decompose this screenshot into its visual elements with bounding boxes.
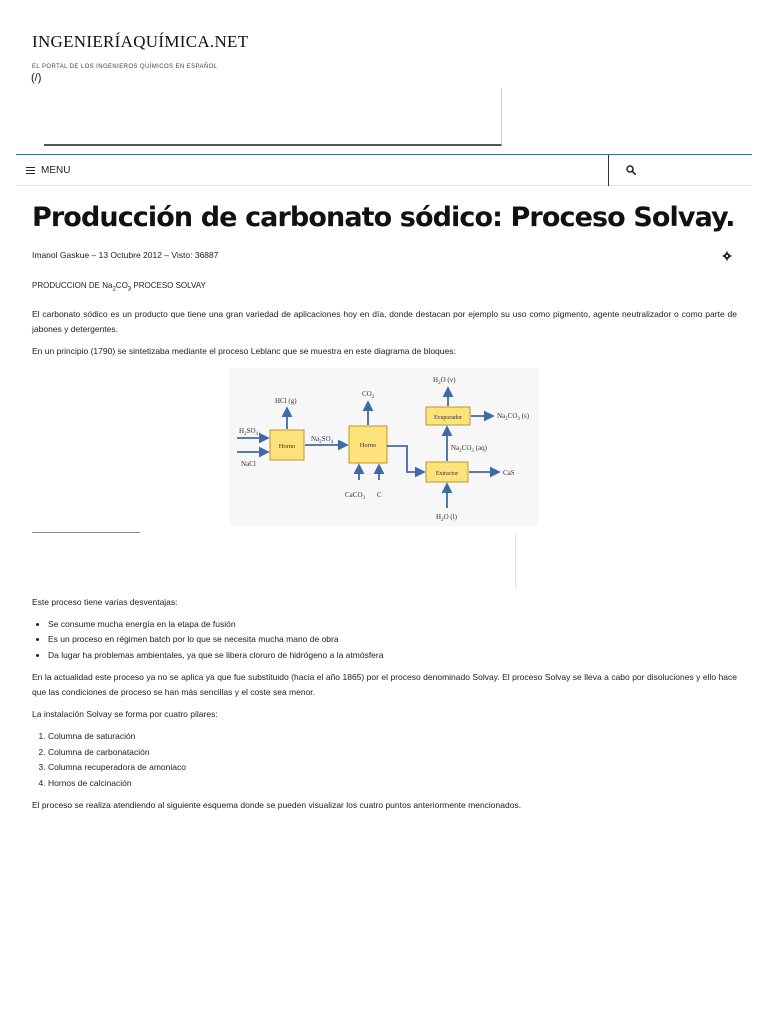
label-na2so4: $Na_2SO_4$ bbox=[311, 434, 334, 445]
list-item: 2. Columna de carbonatación bbox=[48, 745, 737, 761]
ad-banner-placeholder bbox=[44, 88, 502, 146]
gear-icon[interactable] bbox=[722, 251, 732, 261]
home-link[interactable]: (/) bbox=[31, 72, 42, 84]
disadvantages-intro: Este proceso tiene varias desventajas: bbox=[32, 596, 178, 607]
extractor-label: Extractor bbox=[435, 470, 459, 477]
label-h2o-v: $H_2O$ (v) bbox=[433, 375, 456, 386]
site-title[interactable]: INGENIERÍAQUÍMICA.NET bbox=[32, 32, 249, 51]
horno-2-label: Horno bbox=[359, 441, 377, 449]
article-meta: Imanol Gaskue – 13 Octubre 2012 – Visto: 36887 bbox=[32, 250, 219, 260]
page-title: Producción de carbonato sódico: Proceso Solvay. bbox=[32, 202, 735, 233]
leblanc-paragraph: En un principio (1790) se sintetizaba mediante el proceso Leblanc que se muestra en este diagrama de bloques: bbox=[32, 345, 456, 356]
label-na2co3-aq: $Na_2CO_3$ (aq) bbox=[451, 443, 487, 454]
pillars-intro: La instalación Solvay se forma por cuatro pilares: bbox=[32, 709, 218, 720]
label-co2: $CO_2$ bbox=[362, 389, 375, 400]
leblanc-process-diagram bbox=[229, 368, 539, 526]
list-item: • Es un proceso en régimen batch por lo que se necesita mucha mano de obra bbox=[48, 632, 737, 648]
search-icon bbox=[626, 165, 636, 175]
label-h2o-l: $H_2O$ (l) bbox=[436, 512, 457, 523]
leblanc-diagram-container bbox=[32, 366, 737, 526]
main-navbar bbox=[16, 154, 752, 186]
list-item: 3. Columna recuperadora de amoniaco bbox=[48, 760, 737, 776]
nav-divider bbox=[608, 155, 609, 186]
hamburger-icon bbox=[26, 167, 35, 174]
label-cas: CaS bbox=[503, 468, 515, 477]
article-body bbox=[32, 278, 737, 820]
label-nacl: NaCl bbox=[241, 459, 256, 468]
label-na2co3-s: $Na_2CO_3$ (s) bbox=[497, 411, 530, 422]
article-subheading: PRODUCCION DE $Na_2CO_3$ PROCESO SOLVAY bbox=[32, 281, 206, 293]
ad-placeholder-box bbox=[32, 533, 516, 589]
menu-label: MENU bbox=[41, 164, 71, 176]
label-h2so4: $H_2SO_4$ bbox=[239, 426, 259, 437]
list-item: 4. Hornos de calcinación bbox=[48, 776, 737, 792]
pillars-list bbox=[32, 729, 737, 791]
search-button[interactable] bbox=[616, 155, 646, 185]
solvay-paragraph: En la actualidad este proceso ya no se aplica ya que fue substituido (hacia el año 1865) por el proceso denominado Solvay. El proceso Solvay se lleva a cabo por disoluciones y ello hace que las condiciones de proceso se han más sencillas y el coste sea menor. bbox=[32, 672, 737, 698]
site-tagline: EL PORTAL DE LOS INGENIEROS QUÍMICOS EN ESPAÑOL bbox=[32, 64, 218, 70]
evaporador-label: Evaporador bbox=[434, 414, 462, 421]
closing-paragraph: El proceso se realiza atendiendo al siguiente esquema donde se pueden visualizar los cuatro puntos anteriormente mencionados. bbox=[32, 800, 522, 811]
list-item: • Da lugar ha problemas ambientales, ya que se libera cloruro de hidrógeno a la atmósfera bbox=[48, 648, 737, 664]
disadvantages-list bbox=[32, 617, 737, 664]
list-item: 1. Columna de saturación bbox=[48, 729, 737, 745]
intro-paragraph: El carbonato sódico es un producto que tiene una gran variedad de aplicaciones hoy en día, donde destacan por ejemplo su uso como pigmento, agente neutralizador o como parte de jabones y detergentes. bbox=[32, 308, 737, 334]
label-caco3: CaCO$_3$ bbox=[345, 490, 365, 501]
horno-1-label: Horno bbox=[278, 442, 296, 450]
menu-button[interactable] bbox=[26, 155, 70, 185]
label-hcl: HCl (g) bbox=[275, 396, 297, 405]
list-item: • Se consume mucha energía en la etapa de fusión bbox=[48, 617, 737, 633]
label-c: C bbox=[377, 490, 382, 499]
